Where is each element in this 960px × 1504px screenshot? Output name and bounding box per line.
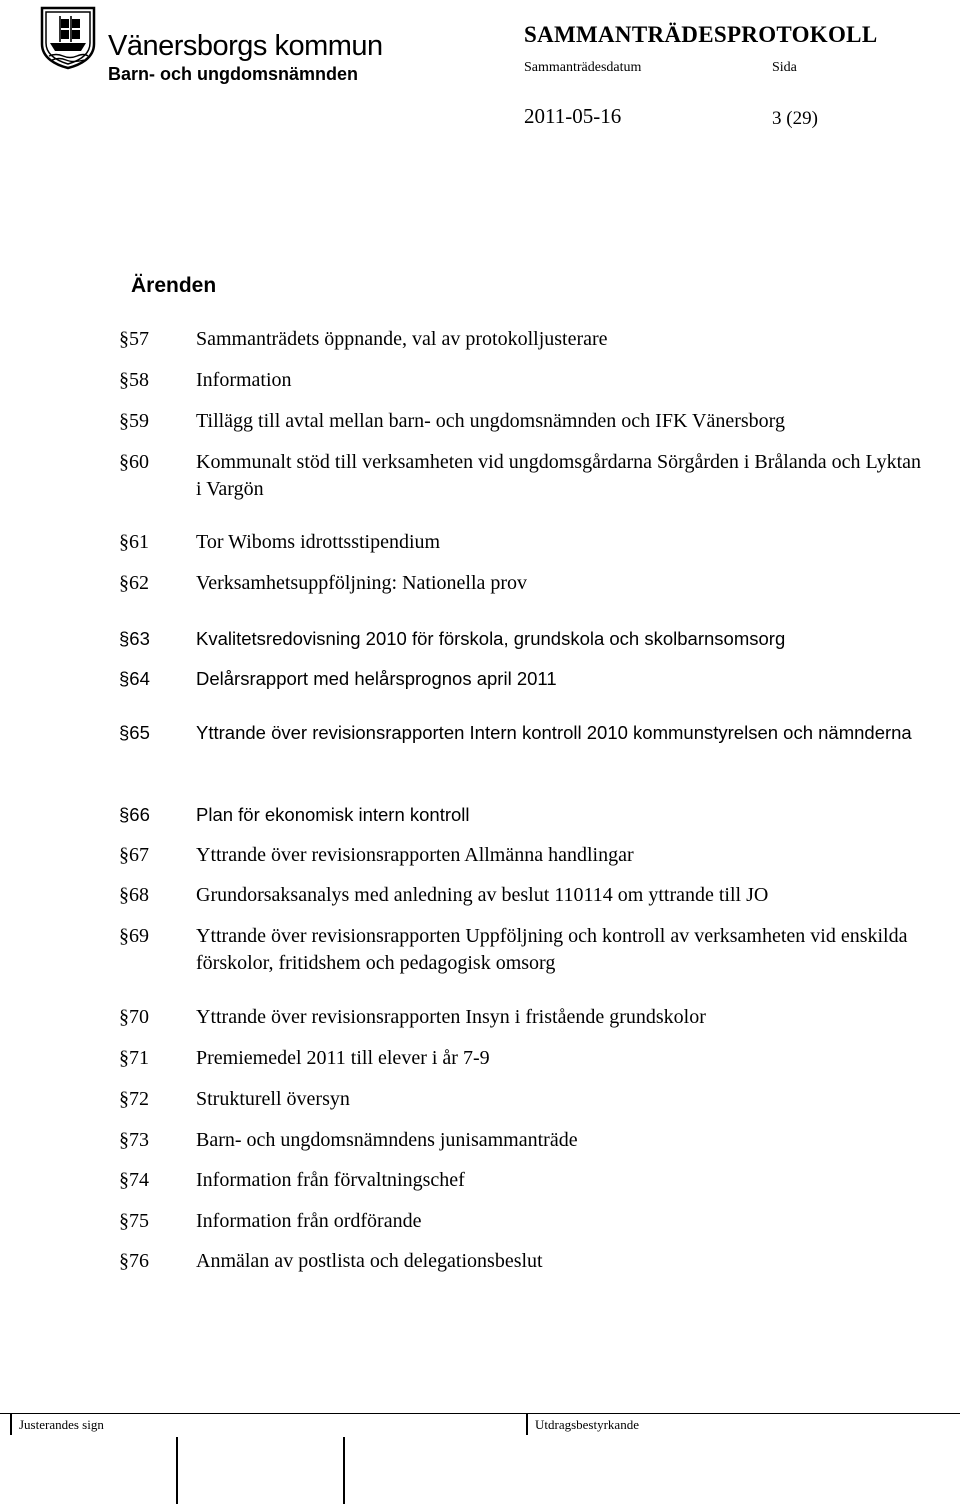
agenda-item-title: Information från ordförande <box>196 1210 422 1232</box>
agenda-item-title: Barn- och ungdomsnämndens junisammanträde <box>196 1129 578 1151</box>
signature-box-divider <box>176 1437 178 1504</box>
agenda-item-title: Information från förvaltningschef <box>196 1169 465 1191</box>
paragraph-number: §70 <box>119 1006 149 1028</box>
paragraph-number: §62 <box>119 572 149 594</box>
paragraph-number: §59 <box>119 410 149 432</box>
signature-box-divider <box>343 1437 345 1504</box>
agenda-item-title: Anmälan av postlista och delegationsbeslut <box>196 1250 543 1272</box>
paragraph-number: §64 <box>119 668 150 689</box>
agenda-item-title: Information <box>196 369 292 391</box>
signature-label: Justerandes sign <box>19 1417 104 1432</box>
agenda-item-title: Yttrande över revisionsrapporten Insyn i fristående grundskolor <box>196 1006 706 1028</box>
paragraph-number: §61 <box>119 531 149 553</box>
paragraph-number: §72 <box>119 1088 149 1110</box>
agenda-item-title: Premiemedel 2011 till elever i år 7-9 <box>196 1047 490 1069</box>
page-number: 3 (29) <box>772 108 818 129</box>
agenda-item-title: Kommunalt stöd till verksamheten vid ungdomsgårdarna Sörgården i Brålanda och Lyktan i Vargön <box>196 451 922 500</box>
paragraph-number: §69 <box>119 925 149 947</box>
meeting-date-label: Sammanträdesdatum <box>524 60 642 75</box>
agenda-item-title: Strukturell översyn <box>196 1088 350 1110</box>
paragraph-number: §57 <box>119 328 149 350</box>
agenda-item-title: Plan för ekonomisk intern kontroll <box>196 804 470 825</box>
agenda-item-title: Tor Wiboms idrottsstipendium <box>196 531 441 553</box>
section-heading: Ärenden <box>131 274 217 297</box>
paragraph-number: §60 <box>119 451 149 473</box>
paragraph-number: §66 <box>119 804 150 825</box>
footer-tick <box>526 1413 528 1435</box>
municipality-crest-icon <box>38 4 98 70</box>
agenda-item-title: Verksamhetsuppföljning: Nationella prov <box>196 572 528 594</box>
document-type-title: SAMMANTRÄDESPROTOKOLL <box>524 22 878 47</box>
paragraph-number: §58 <box>119 369 149 391</box>
agenda-item-title: Grundorsaksanalys med anledning av beslut 110114 om yttrande till JO <box>196 884 769 906</box>
agenda-item-title: Delårsrapport med helårsprognos april 2011 <box>196 668 557 689</box>
paragraph-number: §63 <box>119 628 150 649</box>
footer-divider <box>0 1413 960 1414</box>
paragraph-number: §74 <box>119 1169 149 1191</box>
agenda-item-title: Yttrande över revisionsrapporten Intern kontroll 2010 kommunstyrelsen och nämnderna <box>196 722 912 743</box>
paragraph-number: §73 <box>119 1129 149 1151</box>
agenda-item-title: Sammanträdets öppnande, val av protokolljusterare <box>196 328 608 350</box>
extract-certification-label: Utdragsbestyrkande <box>535 1417 639 1432</box>
paragraph-number: §75 <box>119 1210 149 1232</box>
agenda-item-title: Yttrande över revisionsrapporten Allmänna handlingar <box>196 844 634 866</box>
agenda-item-title: Yttrande över revisionsrapporten Uppföljning och kontroll av verksamheten vid enskilda förskolor, fritidshem och pedagogisk omsorg <box>196 925 908 974</box>
footer-tick <box>10 1413 12 1435</box>
agenda-item-title: Kvalitetsredovisning 2010 för förskola, grundskola och skolbarnsomsorg <box>196 628 786 649</box>
meeting-date: 2011-05-16 <box>524 104 622 128</box>
paragraph-number: §76 <box>119 1250 149 1272</box>
department-name: Barn- och ungdomsnämnden <box>108 64 359 84</box>
agenda-item-title: Tillägg till avtal mellan barn- och ungdomsnämnden och IFK Vänersborg <box>196 410 785 432</box>
organization-name: Vänersborgs kommun <box>108 30 383 62</box>
paragraph-number: §67 <box>119 844 149 866</box>
page-label: Sida <box>772 60 797 75</box>
paragraph-number: §71 <box>119 1047 149 1069</box>
paragraph-number: §65 <box>119 722 150 743</box>
paragraph-number: §68 <box>119 884 149 906</box>
